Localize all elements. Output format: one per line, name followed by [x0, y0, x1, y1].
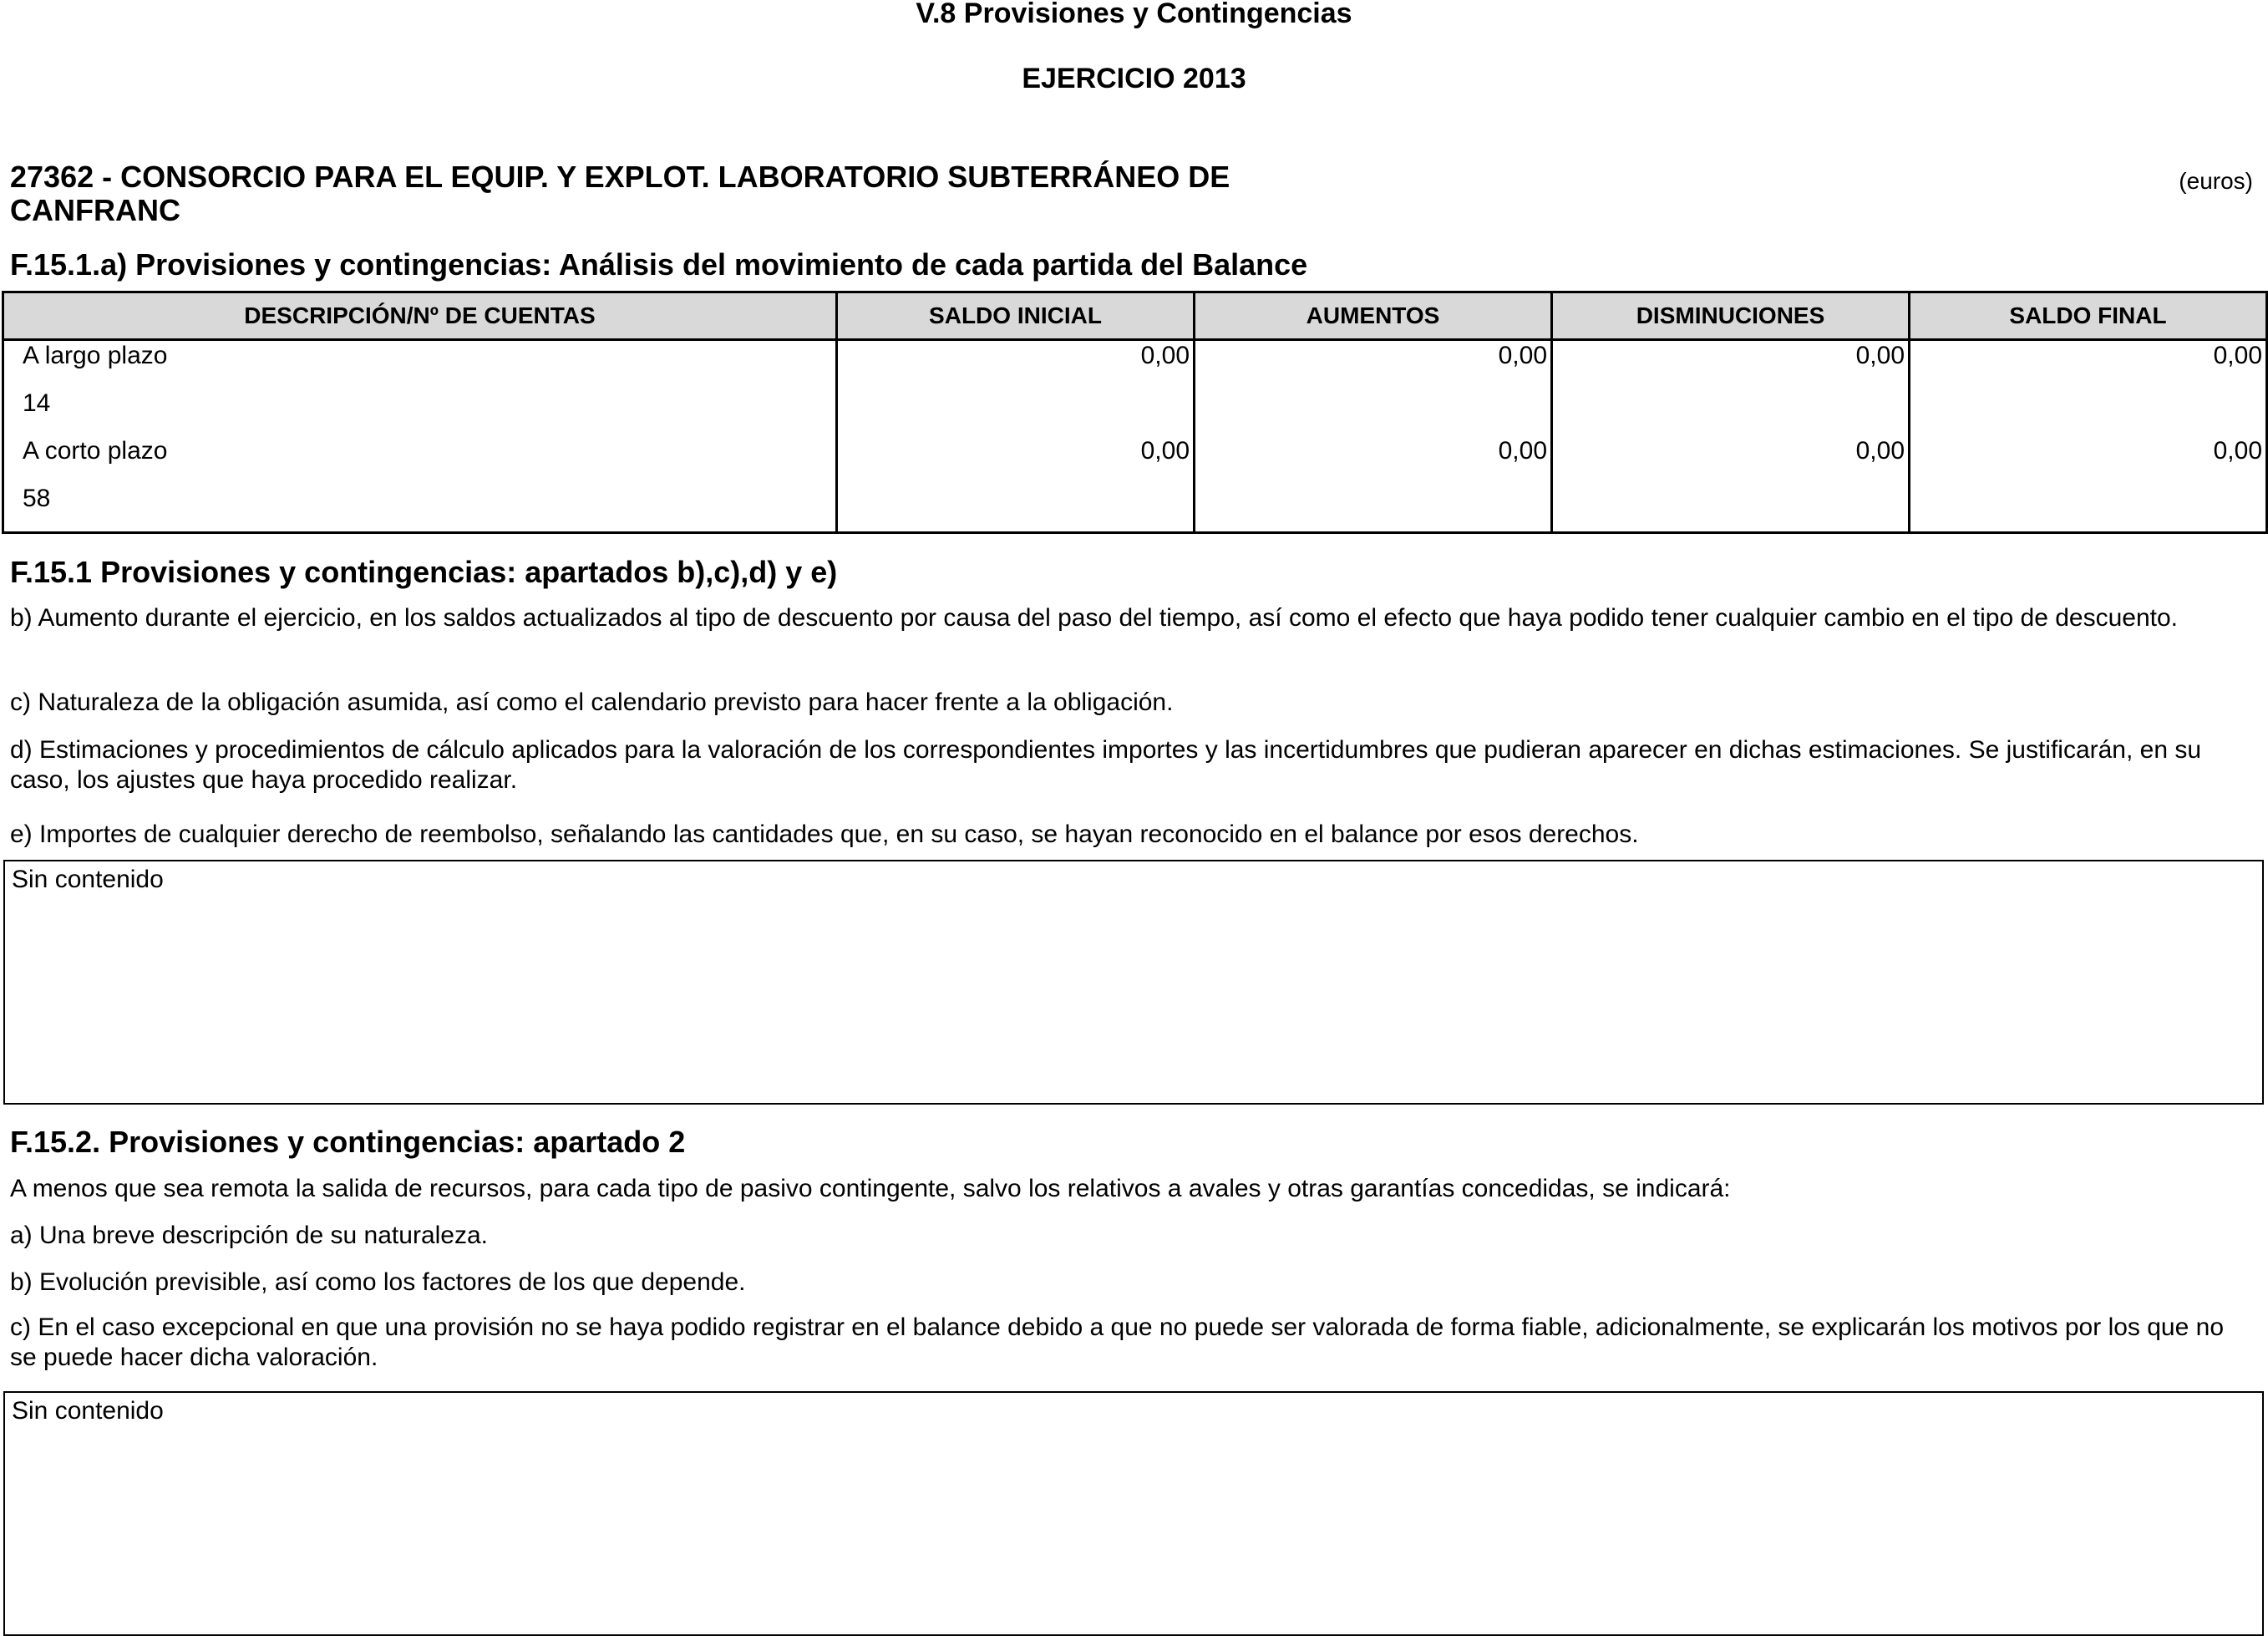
row-disminuciones	[1552, 389, 1910, 436]
section-heading-apartados: F.15.1 Provisiones y contingencias: apartados b),c),d) y e)	[10, 555, 838, 589]
row-description: A largo plazo	[3, 340, 837, 389]
row-aumentos	[1195, 484, 1552, 533]
paragraph-item-c: c) Naturaleza de la obligación asumida, así como el calendario previsto para hacer frente a la obligación.	[10, 688, 1174, 716]
row-disminuciones	[1552, 484, 1910, 533]
table-row	[3, 484, 2267, 533]
row-saldo-final: 0,00	[1910, 340, 2267, 389]
row-saldo-final	[1910, 389, 2267, 436]
paragraph-item-e: e) Importes de cualquier derecho de reembolso, señalando las cantidades que, en su caso, se hayan reconocido en el balance por esos derechos.	[10, 821, 1639, 848]
paragraph-intro: A menos que sea remota la salida de recursos, para cada tipo de pasivo contingente, salvo los relativos a avales y otras garantías concedidas, se indicará:	[10, 1175, 1731, 1202]
table-header-row	[3, 292, 2267, 340]
column-header-description: DESCRIPCIÓN/Nº DE CUENTAS	[3, 292, 837, 340]
content-box-apartado-2: Sin contenido	[3, 1391, 2264, 1636]
column-header-aumentos: AUMENTOS	[1195, 292, 1552, 340]
table-row	[3, 389, 2267, 436]
paragraph-item-b: b) Evolución previsible, así como los factores de los que depende.	[10, 1268, 746, 1296]
row-saldo-final	[1910, 484, 2267, 533]
row-saldo-inicial: 0,00	[837, 436, 1195, 484]
row-description: A corto plazo	[3, 436, 837, 484]
row-saldo-inicial	[837, 389, 1195, 436]
currency-unit: (euros)	[2179, 168, 2253, 194]
column-header-saldo-final: SALDO FINAL	[1910, 292, 2267, 340]
row-saldo-final: 0,00	[1910, 436, 2267, 484]
row-saldo-inicial: 0,00	[837, 340, 1195, 389]
row-aumentos	[1195, 389, 1552, 436]
table-row	[3, 436, 2267, 484]
paragraph-item-a: a) Una breve descripción de su naturaleza.	[10, 1222, 488, 1249]
column-header-disminuciones: DISMINUCIONES	[1552, 292, 1910, 340]
movement-table	[2, 291, 2268, 534]
row-disminuciones: 0,00	[1552, 340, 1910, 389]
row-disminuciones: 0,00	[1552, 436, 1910, 484]
fiscal-year: EJERCICIO 2013	[1022, 63, 1246, 94]
paragraph-item-d: d) Estimaciones y procedimientos de cálculo aplicados para la valoración de los correspondientes importes y las incertidumbres que pudieran aparecer en dichas estimaciones. Se justificarán, en su caso, los ajustes que haya procedido realizar.	[10, 736, 2202, 794]
section-heading-apartado-2: F.15.2. Provisiones y contingencias: apartado 2	[10, 1125, 686, 1159]
paragraph-item-b: b) Aumento durante el ejercicio, en los saldos actualizados al tipo de descuento por causa del paso del tiempo, así como el efecto que haya podido tener cualquier cambio en el tipo de descuento.	[10, 604, 2178, 632]
page-title: V.8 Provisiones y Contingencias	[916, 0, 1352, 29]
table-row	[3, 340, 2267, 389]
section-heading-movement: F.15.1.a) Provisiones y contingencias: Análisis del movimiento de cada partida del Balance	[10, 247, 1308, 282]
row-aumentos: 0,00	[1195, 340, 1552, 389]
entity-name: 27362 - CONSORCIO PARA EL EQUIP. Y EXPLOT. LABORATORIO SUBTERRÁNEO DE CANFRANC	[10, 160, 1230, 227]
column-header-saldo-inicial: SALDO INICIAL	[837, 292, 1195, 340]
row-description: 58	[3, 484, 837, 533]
paragraph-item-c: c) En el caso excepcional en que una provisión no se haya podido registrar en el balance debido a que no puede ser valorada de forma fiable, adicionalmente, se explicarán los motivos por los que no se puede hacer dicha valoración.	[10, 1313, 2225, 1371]
row-aumentos: 0,00	[1195, 436, 1552, 484]
content-box-apartados: Sin contenido	[3, 860, 2264, 1105]
row-description: 14	[3, 389, 837, 436]
row-saldo-inicial	[837, 484, 1195, 533]
